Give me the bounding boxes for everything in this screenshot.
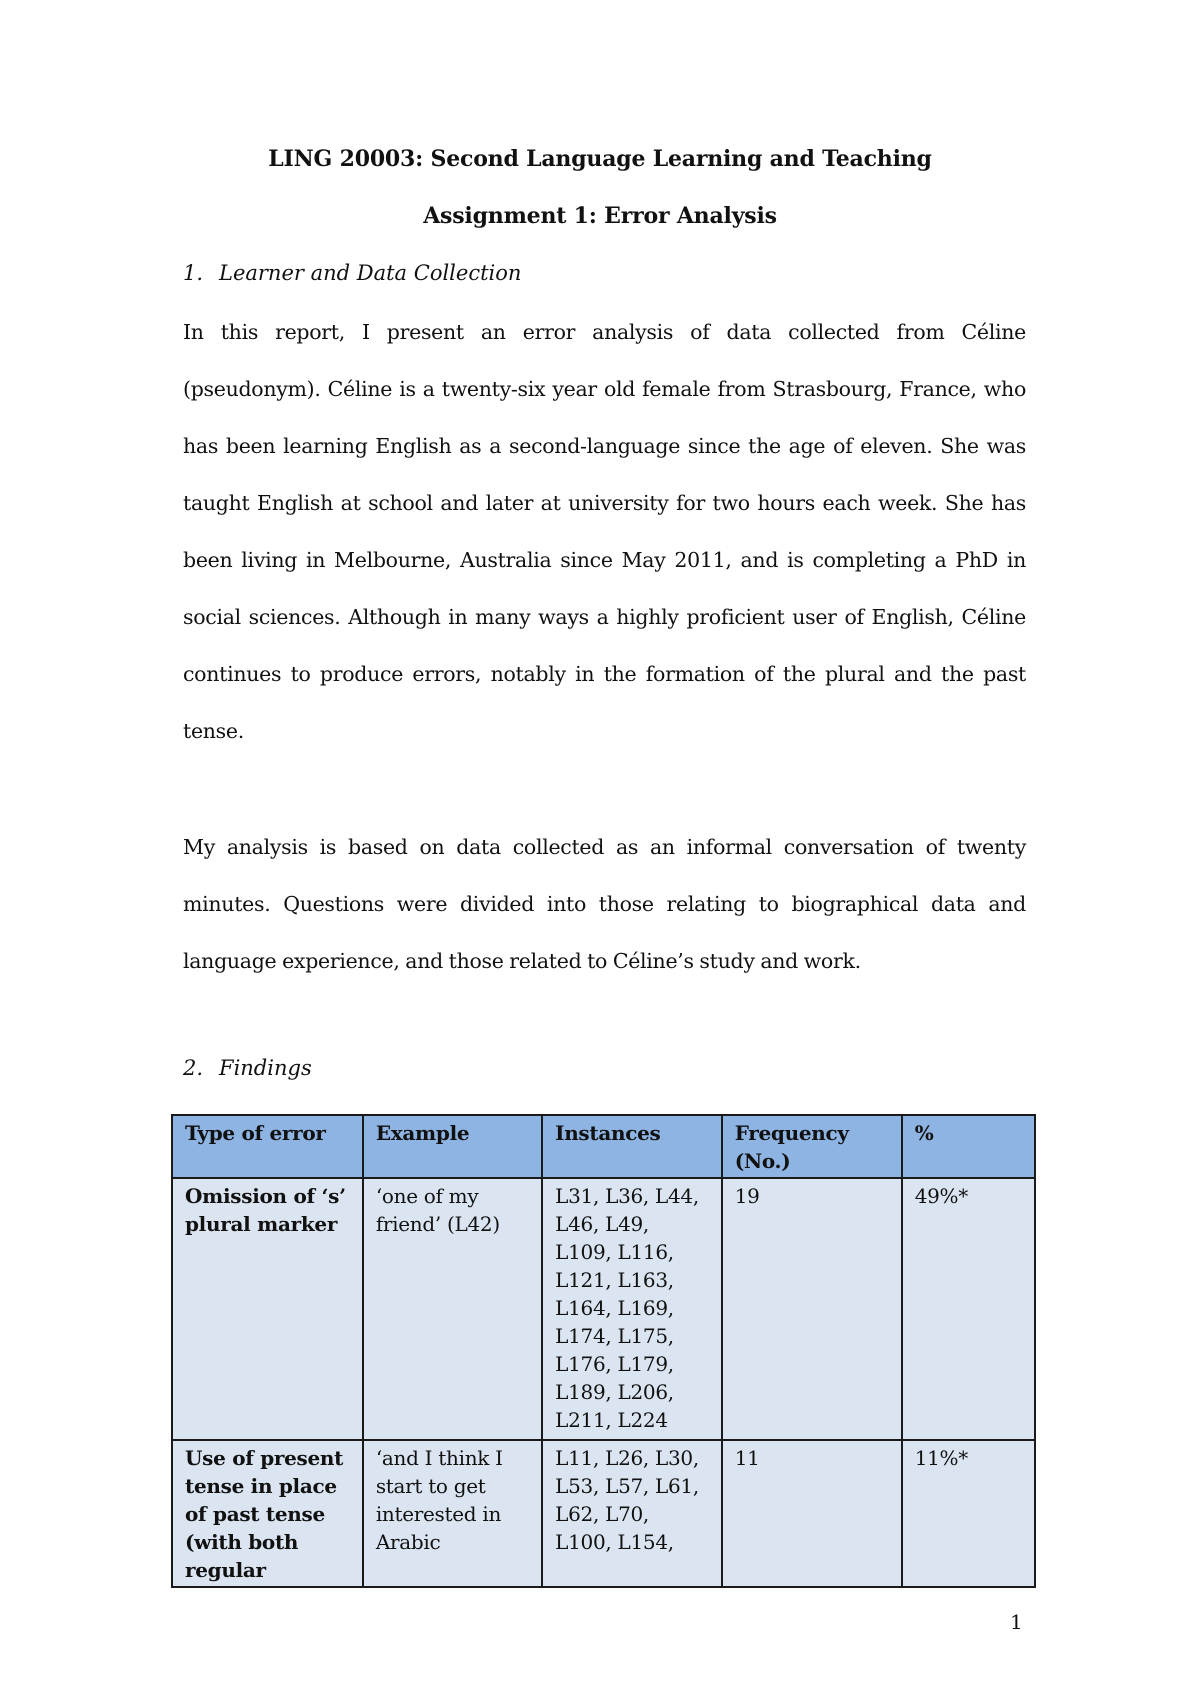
cell-instances: L11, L26, L30, L53, L57, L61, L62, L70, L100, L154,: [542, 1440, 722, 1587]
header-instances: Instances: [542, 1115, 722, 1178]
page-number: 1: [1010, 1610, 1023, 1634]
cell-frequency: 11: [722, 1440, 902, 1587]
findings-table: [171, 1114, 1036, 1588]
cell-percent: 49%*: [902, 1178, 1035, 1440]
table-row: [172, 1178, 1035, 1440]
section-title: Learner and Data Collection: [219, 261, 522, 285]
cell-example: ‘and I think I start to get interested in Arabic: [363, 1440, 542, 1587]
document-subtitle: Assignment 1: Error Analysis: [423, 203, 777, 229]
section-heading-findings: [183, 1056, 312, 1080]
paragraph-analysis-method: My analysis is based on data collected as an informal conversation of twenty minutes. Questions were divided into those relating to biographical data and language experience, and those related to Céline’s study and work.: [183, 835, 1026, 973]
section-number: 1.: [183, 261, 204, 285]
document-title: LING 20003: Second Language Learning and Teaching: [268, 146, 932, 172]
section-number: 2.: [183, 1056, 204, 1080]
cell-frequency: 19: [722, 1178, 902, 1440]
header-type-of-error: Type of error: [172, 1115, 363, 1178]
cell-error-type: Use of present tense in place of past tense (with both regular: [172, 1440, 363, 1587]
cell-instances: L31, L36, L44, L46, L49, L109, L116, L121, L163, L164, L169, L174, L175, L176, L179, L189, L206, L211, L224: [542, 1178, 722, 1440]
table-row: [172, 1440, 1035, 1587]
cell-percent: 11%*: [902, 1440, 1035, 1587]
header-percent: %: [902, 1115, 1035, 1178]
section-title: Findings: [219, 1056, 312, 1080]
header-example: Example: [363, 1115, 542, 1178]
cell-example: ‘one of my friend’ (L42): [363, 1178, 542, 1440]
table-header-row: [172, 1115, 1035, 1178]
paragraph-learner-description: In this report, I present an error analysis of data collected from Céline (pseudonym). Céline is a twenty-six year old female from Strasbourg, France, who has been learning English as a second-language since the age of eleven. She was taught English at school and later at university for two hours each week. She has been living in Melbourne, Australia since May 2011, and is completing a PhD in social sciences. Although in many ways a highly proficient user of English, Céline continues to produce errors, notably in the formation of the plural and the past tense.: [183, 320, 1026, 743]
section-heading-learner: [183, 261, 521, 285]
cell-error-type: Omission of ‘s’ plural marker: [172, 1178, 363, 1440]
header-frequency: Frequency (No.): [722, 1115, 902, 1178]
